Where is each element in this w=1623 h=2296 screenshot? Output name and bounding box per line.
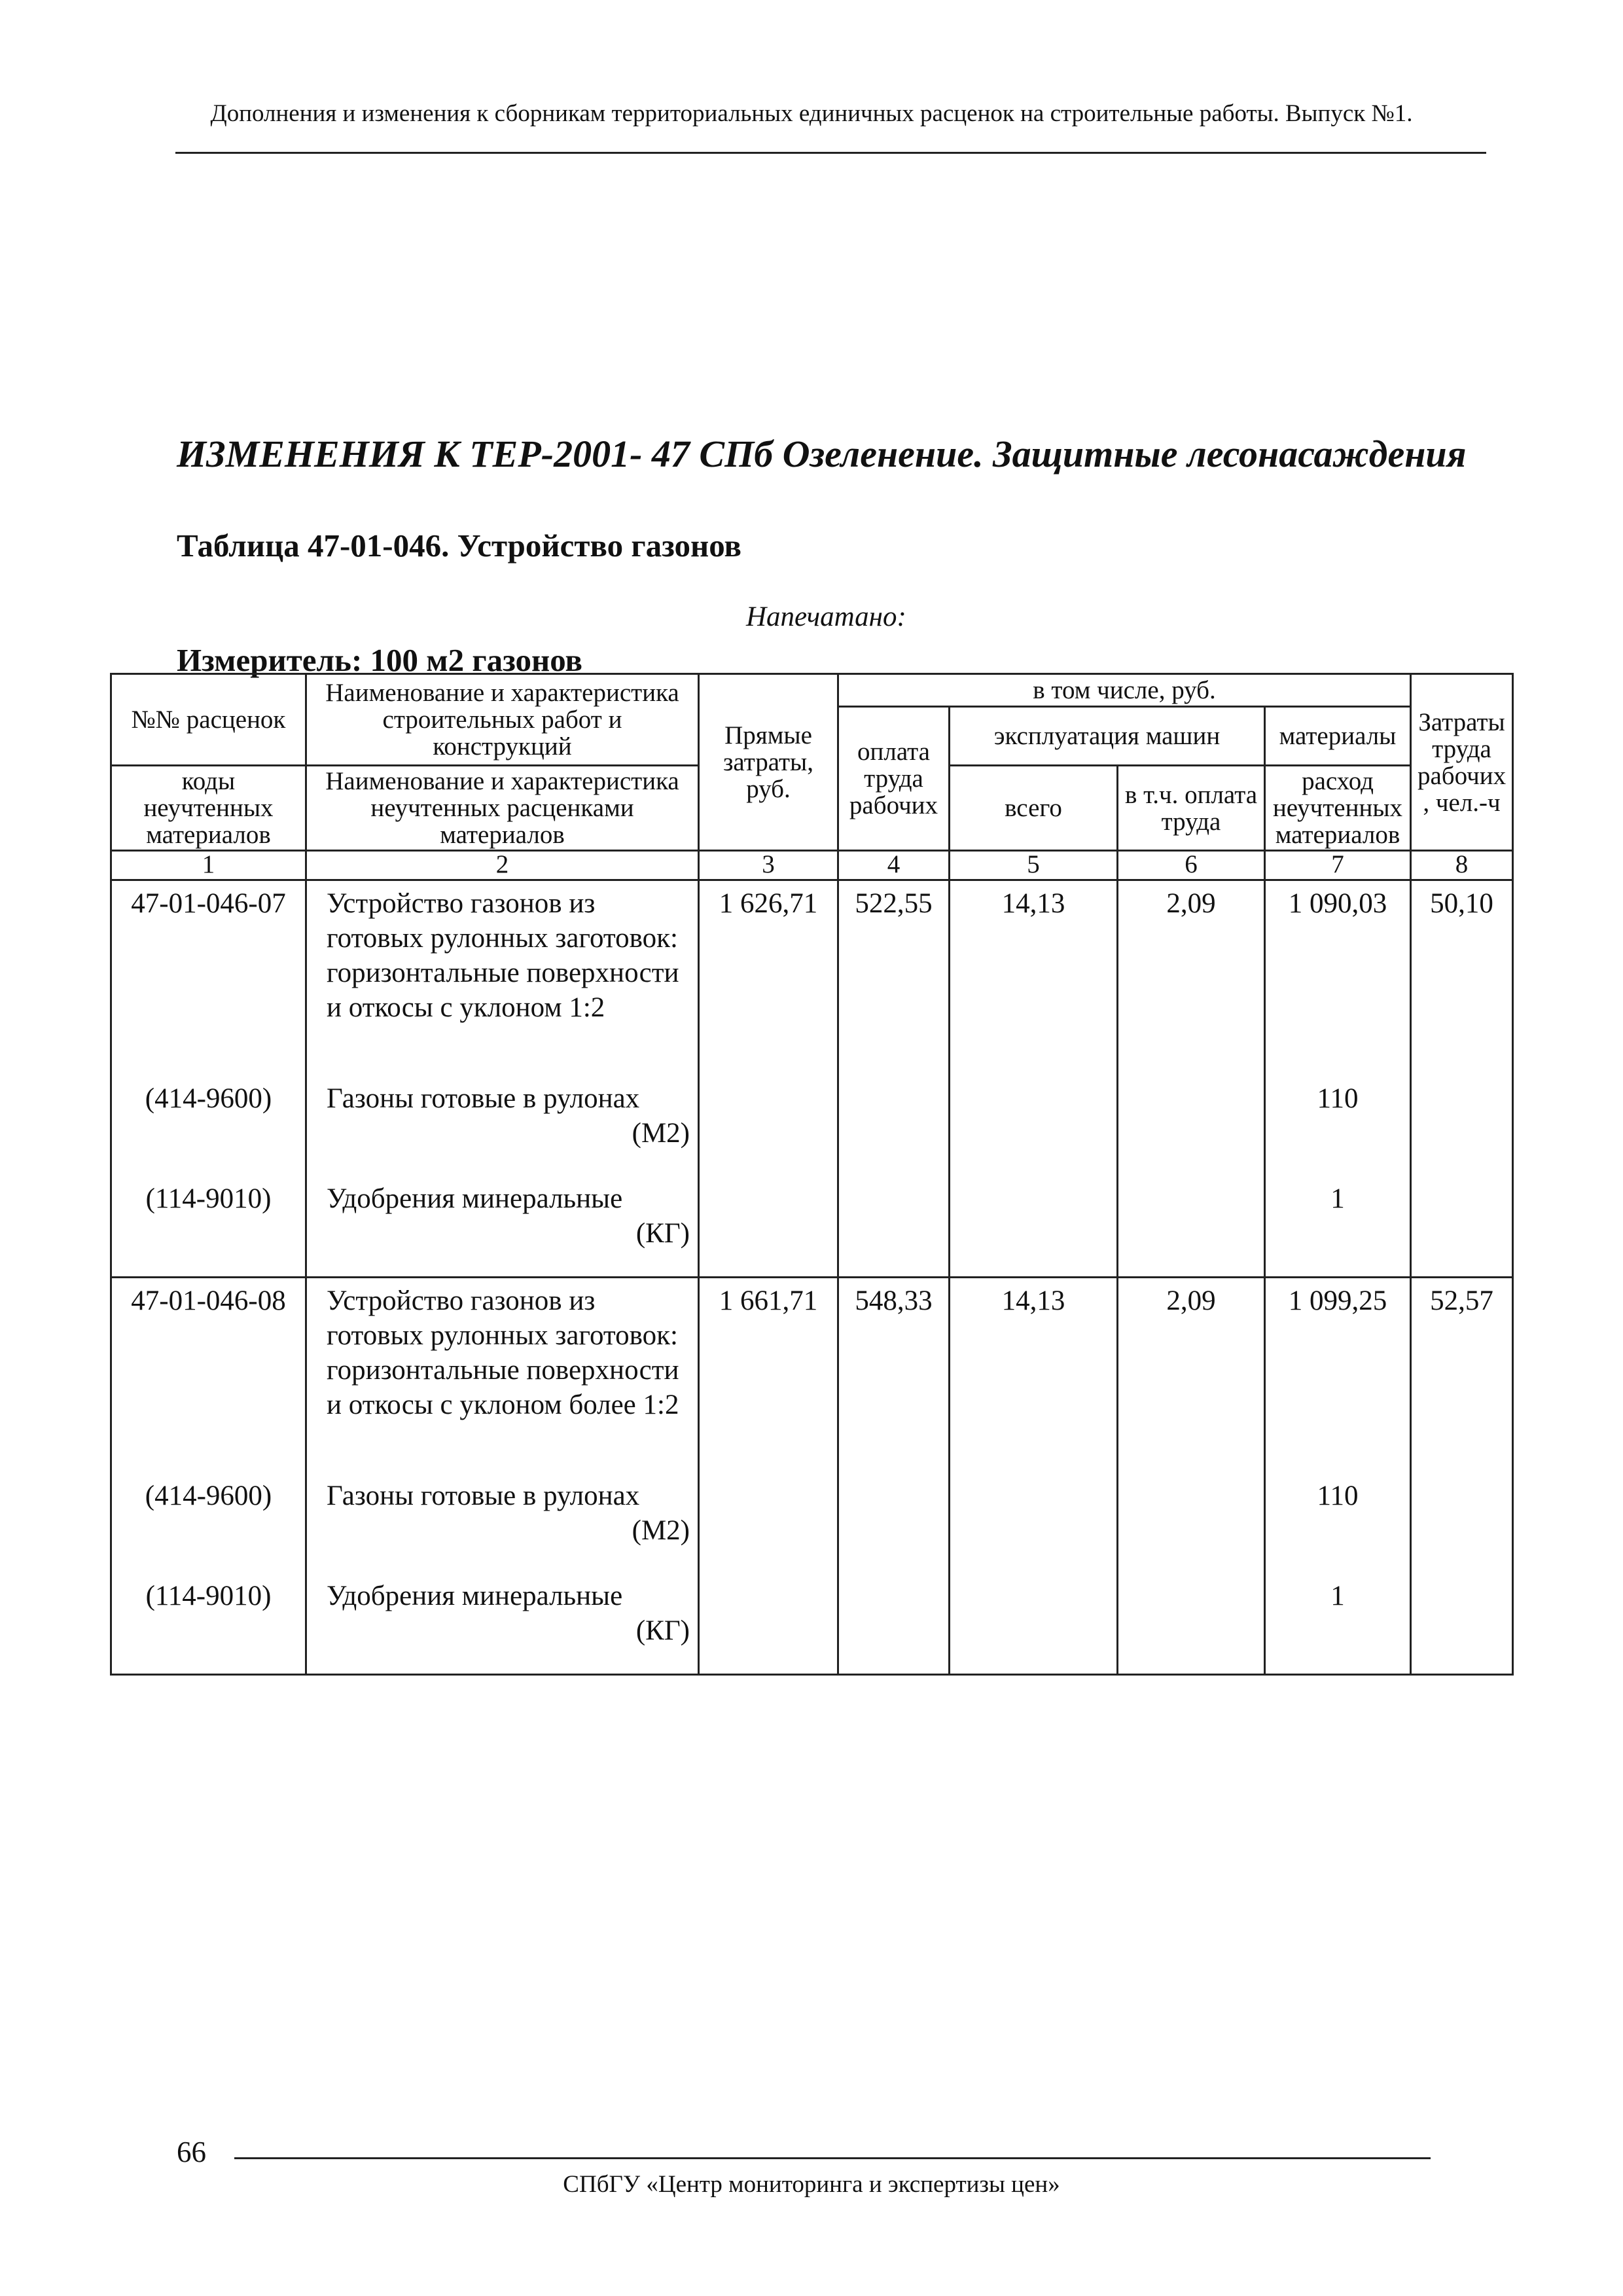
table-row — [111, 1573, 1513, 1675]
materials-value: 1 099,25 — [1265, 1278, 1411, 1474]
material-name-text: Газоны готовые в рулонах — [327, 1083, 640, 1114]
labor-pay-value: 522,55 — [838, 880, 950, 1077]
materials-value: 1 090,03 — [1265, 880, 1411, 1077]
machines-labor-value: 2,09 — [1118, 880, 1265, 1077]
material-name-text: Удобрения минеральные — [327, 1183, 623, 1214]
material-code: (114-9010) — [111, 1573, 306, 1675]
table-row — [111, 1278, 1513, 1474]
page-number: 66 — [177, 2136, 206, 2168]
col-direct-costs: Прямые затраты, руб. — [699, 674, 838, 851]
document-title: ИЗМЕНЕНИЯ К ТЕР-2001- 47 СПб Озеленение. Защитные лесонасаждения — [177, 433, 1467, 475]
material-unit: (М2) — [632, 1118, 690, 1149]
material-unit: (КГ) — [635, 1615, 690, 1646]
material-amount: 1 — [1265, 1176, 1411, 1278]
footer-rule — [234, 2157, 1431, 2159]
col-materials: материалы — [1265, 707, 1411, 766]
rate-name: Устройство газонов из готовых рулонных заготовок: горизонтальные поверхности и откосы с уклоном более 1:2 — [306, 1278, 699, 1474]
rate-code: 47-01-046-08 — [111, 1278, 306, 1474]
direct-costs-value: 1 626,71 — [699, 880, 838, 1077]
col-including: в том числе, руб. — [838, 674, 1411, 707]
col-number: 6 — [1118, 851, 1265, 880]
rate-name: Устройство газонов из готовых рулонных заготовок: горизонтальные поверхности и откосы с уклоном 1:2 — [306, 880, 699, 1077]
header-rule — [175, 152, 1486, 154]
material-amount: 110 — [1265, 1076, 1411, 1176]
table-row — [111, 880, 1513, 1077]
col-number: 8 — [1411, 851, 1513, 880]
table-row — [111, 1176, 1513, 1278]
material-name — [306, 1473, 699, 1573]
col-mat-consumption: расход неучтенных материалов — [1265, 766, 1411, 851]
material-code: (114-9010) — [111, 1176, 306, 1278]
rates-table — [110, 673, 1514, 1676]
machines-total-value: 14,13 — [950, 1278, 1118, 1474]
material-name — [306, 1573, 699, 1675]
material-code: (414-9600) — [111, 1076, 306, 1176]
col-number: 5 — [950, 851, 1118, 880]
col-machines-labor: в т.ч. оплата труда — [1118, 766, 1265, 851]
material-unit: (КГ) — [635, 1218, 690, 1249]
col-mat-name: Наименование и характеристика неучтенных расценками материалов — [306, 766, 699, 851]
col-number: 7 — [1265, 851, 1411, 880]
labor-costs-value: 52,57 — [1411, 1278, 1513, 1474]
direct-costs-value: 1 661,71 — [699, 1278, 838, 1474]
material-name — [306, 1176, 699, 1278]
material-name-text: Газоны готовые в рулонах — [327, 1480, 640, 1511]
col-number: 4 — [838, 851, 950, 880]
material-unit: (М2) — [632, 1515, 690, 1546]
printed-note: Напечатано: — [746, 601, 906, 632]
col-labor-pay: оплата труда рабочих — [838, 707, 950, 851]
machines-labor-value: 2,09 — [1118, 1278, 1265, 1474]
material-amount: 110 — [1265, 1473, 1411, 1573]
col-labor-costs: Затраты труда рабочих , чел.-ч — [1411, 674, 1513, 851]
rate-code: 47-01-046-07 — [111, 880, 306, 1077]
labor-costs-value: 50,10 — [1411, 880, 1513, 1077]
labor-pay-value: 548,33 — [838, 1278, 950, 1474]
measure-unit: Измеритель: 100 м2 газонов — [177, 642, 583, 678]
material-amount: 1 — [1265, 1573, 1411, 1675]
material-name-text: Удобрения минеральные — [327, 1581, 623, 1611]
col-number: 3 — [699, 851, 838, 880]
running-header: Дополнения и изменения к сборникам территориальных единичных расценок на строительные работы. Выпуск №1. — [210, 100, 1413, 127]
col-number: 2 — [306, 851, 699, 880]
col-machines: эксплуатация машин — [950, 707, 1265, 766]
table-title: Таблица 47-01-046. Устройство газонов — [177, 528, 741, 564]
col-codes: коды неучтенных материалов — [111, 766, 306, 851]
material-name — [306, 1076, 699, 1176]
col-machines-total: всего — [950, 766, 1118, 851]
table-row — [111, 1473, 1513, 1573]
table-row — [111, 1076, 1513, 1176]
col-work-name: Наименование и характеристика строительных работ и конструкций — [306, 674, 699, 766]
col-number: 1 — [111, 851, 306, 880]
footer-organization: СПбГУ «Центр мониторинга и экспертизы цен» — [563, 2171, 1060, 2198]
machines-total-value: 14,13 — [950, 880, 1118, 1077]
material-code: (414-9600) — [111, 1473, 306, 1573]
col-rate-no: №№ расценок — [111, 674, 306, 766]
